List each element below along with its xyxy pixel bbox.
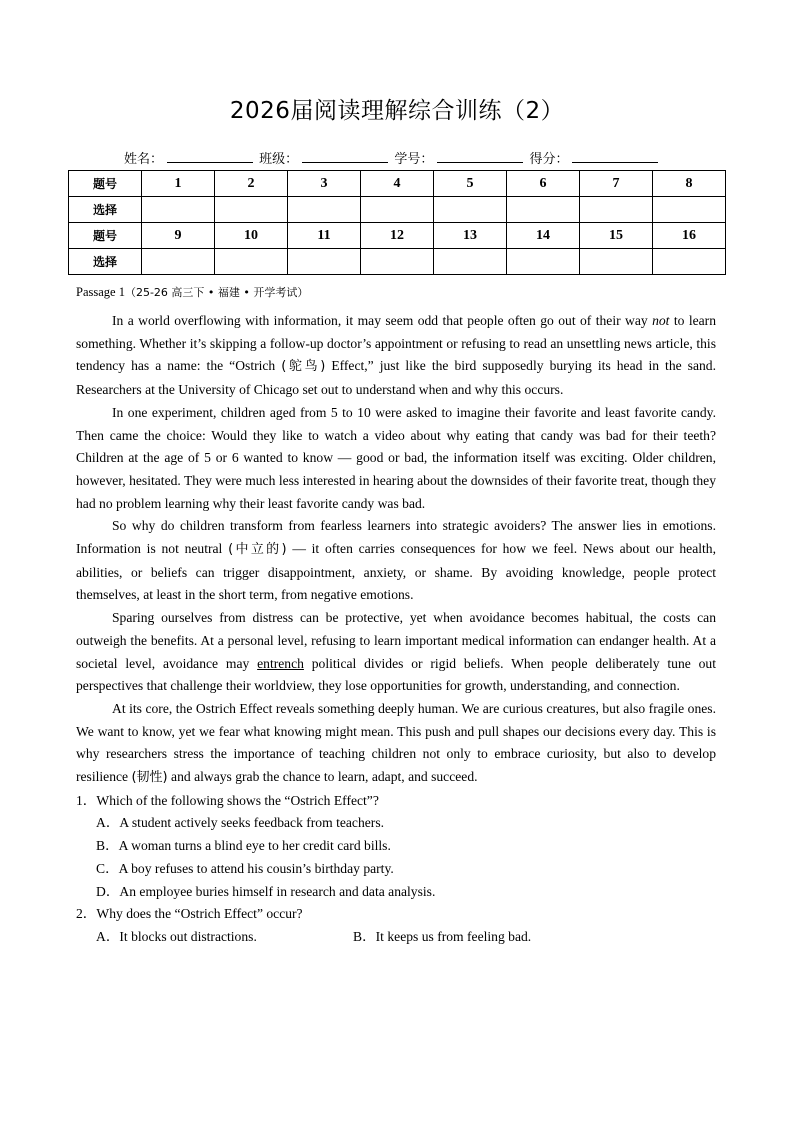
table-row — [69, 197, 726, 223]
score-label: 得分： — [529, 152, 569, 167]
row-header: 选择 — [69, 249, 142, 275]
text-run: At its core, the Ostrich Effect reveals something deeply human. We are curious creatures, but also fragile ones. We want to know, yet we fear what knowing might mean. This push and pull shapes our decisions every day. This is why researchers stress the importance of teaching children not only to embrace curiosity, but also to develop resilience — [76, 700, 716, 785]
option-a[interactable]: A．It blocks out distractions. — [96, 928, 257, 944]
question-stem: 2．Why does the “Ostrich Effect” occur? — [76, 906, 303, 922]
answer-cell[interactable] — [434, 249, 507, 275]
question-number: 5 — [434, 171, 507, 197]
gloss-text: (韧性) — [131, 770, 168, 786]
row-header: 题号 — [69, 171, 142, 197]
question-number: 9 — [142, 223, 215, 249]
question-number: 10 — [215, 223, 288, 249]
emphasis-text: not — [652, 313, 670, 328]
row-header: 选择 — [69, 197, 142, 223]
question-number: 12 — [361, 223, 434, 249]
question-number: 4 — [361, 171, 434, 197]
student-info-line — [124, 148, 660, 167]
name-label: 姓名： — [124, 152, 164, 167]
answer-cell[interactable] — [507, 249, 580, 275]
text-run: and always grab the chance to learn, adapt, and succeed. — [167, 769, 478, 785]
id-label: 学号： — [394, 152, 434, 167]
passage-heading — [76, 284, 308, 300]
text-run: In a world overflowing with information, it may seem odd that people often go out of their way — [112, 313, 653, 328]
question-number: 8 — [653, 171, 726, 197]
answer-cell[interactable] — [653, 197, 726, 223]
passage-body — [76, 310, 716, 949]
question-number: 7 — [580, 171, 653, 197]
underlined-word: entrench — [257, 655, 304, 671]
option-d[interactable]: D．An employee buries himself in research and data analysis. — [96, 883, 436, 899]
question-number: 2 — [215, 171, 288, 197]
answer-cell[interactable] — [361, 249, 434, 275]
question-number: 14 — [507, 223, 580, 249]
answer-cell[interactable] — [580, 197, 653, 223]
table-row — [69, 223, 726, 249]
id-blank[interactable] — [437, 150, 523, 163]
text-run: Effect,” just like the bird supposedly burying its head in the sand. Researchers at the University of Chicago set out to understand when and why this occurs. — [76, 358, 716, 398]
score-blank[interactable] — [572, 150, 658, 163]
answer-cell[interactable] — [288, 197, 361, 223]
passage-source: （25-26 高三下 • 福建 • 开学考试） — [124, 286, 309, 299]
page-title: 2026届阅读理解综合训练（2） — [229, 98, 565, 124]
paragraph-2: In one experiment, children aged from 5 to 10 were asked to imagine their favorite and least favorite candy. Then came the choice: Would they like to watch a video about why eating that candy was bad for their teeth? Children at the age of 5 or 6 wanted to know — good or bad, the information itself was exciting. Older children, however, hesitated. They were much less interested in hearing about the downsides of their favorite treat, though they had no problem learning why their least favorite candy was bad. — [76, 404, 716, 511]
text-run: So why do children transform from fearless learners into strategic avoiders? The answer lies in emotions. Information is not neutral — [76, 518, 716, 557]
paragraph-5 — [76, 698, 716, 790]
question-number: 11 — [288, 223, 361, 249]
question-number: 3 — [288, 171, 361, 197]
class-label: 班级： — [259, 152, 299, 167]
option-a[interactable]: A．A student actively seeks feedback from teachers. — [96, 815, 385, 831]
question-number: 6 — [507, 171, 580, 197]
text-run: Sparing ourselves from distress can be protective, yet when avoidance becomes habitual, the costs can outweigh the benefits. At a personal level, refusing to learn important medical information can endanger health. At a societal level, avoidance may — [76, 610, 716, 671]
paragraph-3 — [76, 515, 716, 607]
paragraph-1 — [76, 310, 716, 402]
option-row — [76, 926, 716, 949]
table-row — [69, 249, 726, 275]
answer-cell[interactable] — [215, 197, 288, 223]
option-c[interactable]: C．A boy refuses to attend his cousin’s birthday party. — [96, 860, 394, 876]
answer-cell[interactable] — [288, 249, 361, 275]
answer-cell[interactable] — [142, 197, 215, 223]
answer-cell[interactable] — [434, 197, 507, 223]
answer-cell[interactable] — [580, 249, 653, 275]
name-blank[interactable] — [167, 150, 253, 163]
table-row — [69, 171, 726, 197]
answer-table — [68, 170, 726, 275]
answer-cell[interactable] — [215, 249, 288, 275]
gloss-text: (中立的) — [228, 542, 287, 558]
answer-cell[interactable] — [507, 197, 580, 223]
text-run: — it often carries consequences for how we feel. News about our health, abilities, or beliefs can trigger disappointment, anxiety, or shame. By avoiding knowledge, people protect themselves, at least in the short term, from negative emotions. — [76, 541, 716, 603]
question-number: 1 — [142, 171, 215, 197]
question-number: 13 — [434, 223, 507, 249]
text-run: to learn something. Whether it’s skipping a follow-up doctor’s appointment or refusing to read an unsettling news article, this tendency has a name: the “Ostrich — [76, 313, 716, 374]
option-b[interactable]: B．It keeps us from feeling bad. — [353, 928, 532, 944]
option-b[interactable]: B．A woman turns a blind eye to her credit card bills. — [96, 838, 391, 854]
passage-label: Passage 1 — [76, 285, 125, 299]
question-number: 16 — [653, 223, 726, 249]
answer-cell[interactable] — [653, 249, 726, 275]
text-run: political divides or rigid beliefs. When people deliberately tune out perspectives that challenge their worldview, they lose opportunities for growth, understanding, and connection. — [76, 655, 716, 694]
class-blank[interactable] — [302, 150, 388, 163]
question-number: 15 — [580, 223, 653, 249]
paragraph-4 — [76, 607, 716, 698]
question-stem: 1．Which of the following shows the “Ostrich Effect”? — [76, 792, 379, 808]
answer-cell[interactable] — [142, 249, 215, 275]
answer-cell[interactable] — [361, 197, 434, 223]
gloss-text: (鸵鸟) — [281, 359, 326, 375]
row-header: 题号 — [69, 223, 142, 249]
